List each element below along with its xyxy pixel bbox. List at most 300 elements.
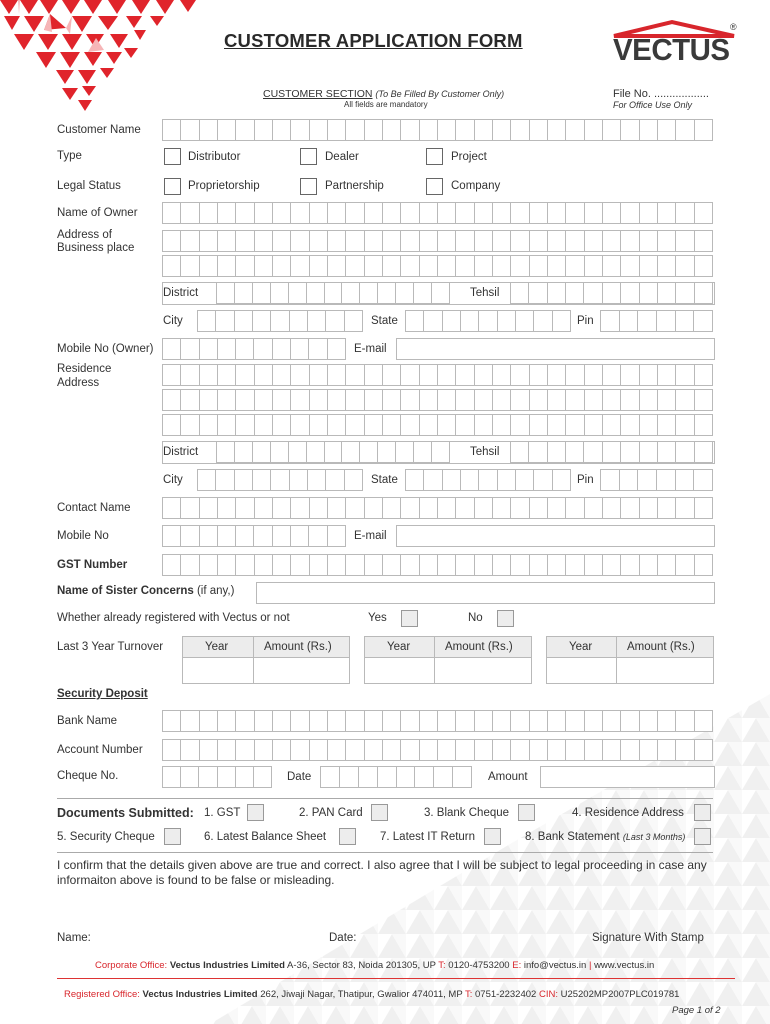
input-cell[interactable] <box>215 310 233 332</box>
input-cell[interactable] <box>272 554 290 576</box>
input-cell[interactable] <box>309 710 327 732</box>
input-cell[interactable] <box>272 202 290 224</box>
input-cell[interactable] <box>272 710 290 732</box>
input-cell[interactable] <box>290 255 308 277</box>
input-cell[interactable] <box>307 310 325 332</box>
input-cell[interactable] <box>552 469 571 491</box>
input-cell[interactable] <box>694 202 713 224</box>
input-cell[interactable] <box>694 389 713 411</box>
input-cell[interactable] <box>533 469 551 491</box>
input-cell[interactable] <box>341 441 359 463</box>
input-cell[interactable] <box>217 766 235 788</box>
input-cell[interactable] <box>364 497 382 519</box>
input-cell[interactable] <box>442 469 460 491</box>
input-cell[interactable] <box>492 119 510 141</box>
input-cell[interactable] <box>288 282 306 304</box>
residence-address-line-3[interactable] <box>162 414 713 436</box>
input-cell[interactable] <box>639 364 657 386</box>
input-cell[interactable] <box>584 119 602 141</box>
input-cell[interactable] <box>693 310 713 332</box>
input-cell[interactable] <box>547 389 565 411</box>
input-cell[interactable] <box>252 310 270 332</box>
input-cell[interactable] <box>455 255 473 277</box>
input-cell[interactable] <box>377 282 395 304</box>
input-cell[interactable] <box>382 710 400 732</box>
input-cell[interactable] <box>602 739 620 761</box>
input-cell[interactable] <box>359 282 377 304</box>
input-cell[interactable] <box>694 710 713 732</box>
business-address-line-2[interactable] <box>162 255 713 277</box>
input-cell[interactable] <box>639 497 657 519</box>
input-cell[interactable] <box>565 119 583 141</box>
input-cell[interactable] <box>492 389 510 411</box>
input-cell[interactable] <box>254 119 272 141</box>
input-cell[interactable] <box>217 554 235 576</box>
input-cell[interactable] <box>327 525 346 547</box>
input-cell[interactable] <box>180 525 198 547</box>
residence-address-line-1[interactable] <box>162 364 713 386</box>
input-cell[interactable] <box>639 230 657 252</box>
input-cell[interactable] <box>675 414 693 436</box>
input-cell[interactable] <box>442 310 460 332</box>
residence-address-line-2[interactable] <box>162 389 713 411</box>
input-cell[interactable] <box>547 282 565 304</box>
input-cell[interactable] <box>547 364 565 386</box>
input-cell[interactable] <box>306 282 324 304</box>
input-cell[interactable] <box>474 202 492 224</box>
input-cell[interactable] <box>358 766 377 788</box>
input-cell[interactable] <box>492 230 510 252</box>
input-cell[interactable] <box>675 119 693 141</box>
input-cell[interactable] <box>345 230 363 252</box>
input-cell[interactable] <box>327 119 345 141</box>
input-cell[interactable] <box>414 766 433 788</box>
input-cell[interactable] <box>413 441 431 463</box>
input-cell[interactable] <box>675 554 693 576</box>
input-cell[interactable] <box>345 554 363 576</box>
input-cell[interactable] <box>272 230 290 252</box>
input-cell[interactable] <box>474 710 492 732</box>
input-cell[interactable] <box>400 497 418 519</box>
input-cell[interactable] <box>308 338 326 360</box>
input-cell[interactable] <box>497 469 515 491</box>
input-cell[interactable] <box>455 230 473 252</box>
input-cell[interactable] <box>162 414 180 436</box>
input-cell[interactable] <box>254 554 272 576</box>
input-cell[interactable] <box>309 364 327 386</box>
input-cell[interactable] <box>307 469 325 491</box>
input-cell[interactable] <box>364 364 382 386</box>
input-cell[interactable] <box>565 554 583 576</box>
input-cell[interactable] <box>547 554 565 576</box>
input-cell[interactable] <box>217 364 235 386</box>
input-cell[interactable] <box>254 739 272 761</box>
input-cell[interactable] <box>547 202 565 224</box>
input-cell[interactable] <box>510 255 528 277</box>
input-cell[interactable] <box>584 255 602 277</box>
input-cell[interactable] <box>215 469 233 491</box>
input-cell[interactable] <box>327 364 345 386</box>
input-cell[interactable] <box>217 119 235 141</box>
input-cell[interactable] <box>620 414 638 436</box>
input-cell[interactable] <box>197 469 215 491</box>
business-city-grid[interactable] <box>197 310 363 332</box>
input-cell[interactable] <box>272 119 290 141</box>
input-cell[interactable] <box>547 497 565 519</box>
input-cell[interactable] <box>345 710 363 732</box>
input-cell[interactable] <box>584 364 602 386</box>
input-cell[interactable] <box>419 389 437 411</box>
input-cell[interactable] <box>235 338 253 360</box>
input-cell[interactable] <box>254 414 272 436</box>
input-cell[interactable] <box>400 255 418 277</box>
input-cell[interactable] <box>180 255 198 277</box>
input-cell[interactable] <box>180 739 198 761</box>
residence-state-grid[interactable] <box>405 469 571 491</box>
input-cell[interactable] <box>327 389 345 411</box>
input-cell[interactable] <box>199 202 217 224</box>
input-cell[interactable] <box>234 469 252 491</box>
input-cell[interactable] <box>327 554 345 576</box>
input-cell[interactable] <box>345 202 363 224</box>
input-cell[interactable] <box>602 364 620 386</box>
input-cell[interactable] <box>162 554 180 576</box>
input-cell[interactable] <box>547 414 565 436</box>
input-cell[interactable] <box>584 230 602 252</box>
cheque-no-field[interactable] <box>162 766 272 788</box>
input-cell[interactable] <box>492 554 510 576</box>
input-cell[interactable] <box>675 441 693 463</box>
input-cell[interactable] <box>510 739 528 761</box>
input-cell[interactable] <box>254 230 272 252</box>
input-cell[interactable] <box>657 554 675 576</box>
input-cell[interactable] <box>199 338 217 360</box>
input-cell[interactable] <box>675 497 693 519</box>
input-cell[interactable] <box>382 389 400 411</box>
input-cell[interactable] <box>419 364 437 386</box>
input-cell[interactable] <box>547 739 565 761</box>
input-cell[interactable] <box>217 202 235 224</box>
account-number-field[interactable] <box>162 739 713 761</box>
doc-balance-sheet-checkbox[interactable] <box>339 828 356 845</box>
input-cell[interactable] <box>510 230 528 252</box>
input-cell[interactable] <box>364 414 382 436</box>
input-cell[interactable] <box>400 119 418 141</box>
input-cell[interactable] <box>217 338 235 360</box>
input-cell[interactable] <box>419 554 437 576</box>
input-cell[interactable] <box>235 389 253 411</box>
input-cell[interactable] <box>235 739 253 761</box>
input-cell[interactable] <box>455 497 473 519</box>
mobile-field[interactable] <box>162 525 346 547</box>
input-cell[interactable] <box>565 710 583 732</box>
input-cell[interactable] <box>510 554 528 576</box>
input-cell[interactable] <box>327 230 345 252</box>
input-cell[interactable] <box>339 766 358 788</box>
input-cell[interactable] <box>657 739 675 761</box>
input-cell[interactable] <box>639 739 657 761</box>
input-cell[interactable] <box>620 202 638 224</box>
input-cell[interactable] <box>199 230 217 252</box>
input-cell[interactable] <box>675 310 694 332</box>
input-cell[interactable] <box>199 739 217 761</box>
input-cell[interactable] <box>309 389 327 411</box>
input-cell[interactable] <box>400 739 418 761</box>
input-cell[interactable] <box>694 119 713 141</box>
input-cell[interactable] <box>272 338 290 360</box>
input-cell[interactable] <box>270 310 288 332</box>
input-cell[interactable] <box>437 364 455 386</box>
input-cell[interactable] <box>162 230 180 252</box>
input-cell[interactable] <box>657 389 675 411</box>
input-cell[interactable] <box>254 255 272 277</box>
input-cell[interactable] <box>619 310 638 332</box>
input-cell[interactable] <box>405 310 423 332</box>
input-cell[interactable] <box>364 389 382 411</box>
input-cell[interactable] <box>252 441 270 463</box>
input-cell[interactable] <box>455 739 473 761</box>
input-cell[interactable] <box>602 202 620 224</box>
input-cell[interactable] <box>510 364 528 386</box>
input-cell[interactable] <box>253 338 271 360</box>
input-cell[interactable] <box>694 441 713 463</box>
input-cell[interactable] <box>452 766 472 788</box>
input-cell[interactable] <box>382 739 400 761</box>
input-cell[interactable] <box>345 119 363 141</box>
input-cell[interactable] <box>602 497 620 519</box>
input-cell[interactable] <box>693 469 713 491</box>
input-cell[interactable] <box>515 469 533 491</box>
doc-security-cheque-checkbox[interactable] <box>164 828 181 845</box>
input-cell[interactable] <box>345 739 363 761</box>
input-cell[interactable] <box>529 497 547 519</box>
input-cell[interactable] <box>528 441 546 463</box>
input-cell[interactable] <box>327 710 345 732</box>
business-state-grid[interactable] <box>405 310 571 332</box>
input-cell[interactable] <box>235 364 253 386</box>
doc-it-return-checkbox[interactable] <box>484 828 501 845</box>
input-cell[interactable] <box>565 364 583 386</box>
input-cell[interactable] <box>345 389 363 411</box>
input-cell[interactable] <box>419 119 437 141</box>
input-cell[interactable] <box>423 469 441 491</box>
input-cell[interactable] <box>272 525 290 547</box>
input-cell[interactable] <box>272 364 290 386</box>
input-cell[interactable] <box>290 230 308 252</box>
input-cell[interactable] <box>437 554 455 576</box>
input-cell[interactable] <box>602 255 620 277</box>
input-cell[interactable] <box>423 310 441 332</box>
input-cell[interactable] <box>199 710 217 732</box>
input-cell[interactable] <box>619 469 638 491</box>
input-cell[interactable] <box>290 364 308 386</box>
input-cell[interactable] <box>657 230 675 252</box>
input-cell[interactable] <box>620 710 638 732</box>
input-cell[interactable] <box>364 710 382 732</box>
input-cell[interactable] <box>565 282 583 304</box>
input-cell[interactable] <box>199 554 217 576</box>
input-cell[interactable] <box>694 230 713 252</box>
input-cell[interactable] <box>377 441 395 463</box>
input-cell[interactable] <box>602 230 620 252</box>
input-cell[interactable] <box>584 739 602 761</box>
input-cell[interactable] <box>620 282 638 304</box>
input-cell[interactable] <box>306 441 324 463</box>
customer-name-field[interactable] <box>162 119 713 141</box>
input-cell[interactable] <box>437 710 455 732</box>
input-cell[interactable] <box>198 766 216 788</box>
input-cell[interactable] <box>309 739 327 761</box>
input-cell[interactable] <box>253 525 271 547</box>
input-cell[interactable] <box>180 389 198 411</box>
input-cell[interactable] <box>419 414 437 436</box>
input-cell[interactable] <box>620 739 638 761</box>
input-cell[interactable] <box>395 282 413 304</box>
input-cell[interactable] <box>290 497 308 519</box>
input-cell[interactable] <box>400 554 418 576</box>
input-cell[interactable] <box>217 710 235 732</box>
input-cell[interactable] <box>419 497 437 519</box>
input-cell[interactable] <box>565 202 583 224</box>
input-cell[interactable] <box>162 497 180 519</box>
input-cell[interactable] <box>675 202 693 224</box>
input-cell[interactable] <box>309 255 327 277</box>
input-cell[interactable] <box>162 389 180 411</box>
input-cell[interactable] <box>327 739 345 761</box>
input-cell[interactable] <box>675 230 693 252</box>
input-cell[interactable] <box>694 554 713 576</box>
input-cell[interactable] <box>400 389 418 411</box>
input-cell[interactable] <box>529 414 547 436</box>
input-cell[interactable] <box>395 441 413 463</box>
company-checkbox[interactable] <box>426 178 443 195</box>
input-cell[interactable] <box>431 441 450 463</box>
input-cell[interactable] <box>529 230 547 252</box>
input-cell[interactable] <box>272 389 290 411</box>
input-cell[interactable] <box>639 710 657 732</box>
input-cell[interactable] <box>675 282 693 304</box>
input-cell[interactable] <box>460 469 478 491</box>
input-cell[interactable] <box>235 497 253 519</box>
input-cell[interactable] <box>460 310 478 332</box>
input-cell[interactable] <box>234 441 252 463</box>
residence-pin-grid[interactable] <box>600 469 713 491</box>
input-cell[interactable] <box>254 202 272 224</box>
input-cell[interactable] <box>180 230 198 252</box>
input-cell[interactable] <box>657 710 675 732</box>
no-checkbox[interactable] <box>497 610 514 627</box>
input-cell[interactable] <box>675 255 693 277</box>
input-cell[interactable] <box>290 414 308 436</box>
input-cell[interactable] <box>327 414 345 436</box>
input-cell[interactable] <box>657 119 675 141</box>
input-cell[interactable] <box>565 497 583 519</box>
business-district-grid[interactable] <box>216 282 450 304</box>
mobile-owner-field[interactable] <box>162 338 346 360</box>
input-cell[interactable] <box>290 389 308 411</box>
residence-district-grid[interactable] <box>216 441 450 463</box>
doc-blank-cheque-checkbox[interactable] <box>518 804 535 821</box>
input-cell[interactable] <box>584 497 602 519</box>
doc-bank-statement-checkbox[interactable] <box>694 828 711 845</box>
input-cell[interactable] <box>533 310 551 332</box>
input-cell[interactable] <box>199 414 217 436</box>
input-cell[interactable] <box>217 497 235 519</box>
input-cell[interactable] <box>474 414 492 436</box>
input-cell[interactable] <box>235 554 253 576</box>
input-cell[interactable] <box>657 202 675 224</box>
gst-number-field[interactable] <box>162 554 713 576</box>
input-cell[interactable] <box>320 766 339 788</box>
input-cell[interactable] <box>510 414 528 436</box>
input-cell[interactable] <box>656 469 675 491</box>
input-cell[interactable] <box>620 255 638 277</box>
input-cell[interactable] <box>492 414 510 436</box>
input-cell[interactable] <box>565 414 583 436</box>
email-owner-field[interactable] <box>396 338 715 360</box>
input-cell[interactable] <box>602 389 620 411</box>
input-cell[interactable] <box>382 255 400 277</box>
input-cell[interactable] <box>602 710 620 732</box>
input-cell[interactable] <box>199 119 217 141</box>
input-cell[interactable] <box>162 202 180 224</box>
input-cell[interactable] <box>419 202 437 224</box>
input-cell[interactable] <box>639 119 657 141</box>
input-cell[interactable] <box>400 364 418 386</box>
input-cell[interactable] <box>162 710 180 732</box>
input-cell[interactable] <box>620 497 638 519</box>
residence-city-grid[interactable] <box>197 469 363 491</box>
input-cell[interactable] <box>235 525 253 547</box>
input-cell[interactable] <box>639 389 657 411</box>
input-cell[interactable] <box>235 230 253 252</box>
input-cell[interactable] <box>270 469 288 491</box>
input-cell[interactable] <box>602 554 620 576</box>
contact-name-field[interactable] <box>162 497 713 519</box>
input-cell[interactable] <box>254 364 272 386</box>
input-cell[interactable] <box>364 202 382 224</box>
input-cell[interactable] <box>364 554 382 576</box>
cheque-date-field[interactable] <box>320 766 472 788</box>
input-cell[interactable] <box>565 389 583 411</box>
input-cell[interactable] <box>309 230 327 252</box>
input-cell[interactable] <box>694 739 713 761</box>
input-cell[interactable] <box>162 766 180 788</box>
input-cell[interactable] <box>497 310 515 332</box>
input-cell[interactable] <box>694 414 713 436</box>
input-cell[interactable] <box>309 414 327 436</box>
input-cell[interactable] <box>637 310 656 332</box>
input-cell[interactable] <box>639 282 657 304</box>
distributor-checkbox[interactable] <box>164 148 181 165</box>
input-cell[interactable] <box>199 497 217 519</box>
business-pin-grid[interactable] <box>600 310 713 332</box>
input-cell[interactable] <box>639 202 657 224</box>
input-cell[interactable] <box>382 230 400 252</box>
input-cell[interactable] <box>565 739 583 761</box>
input-cell[interactable] <box>289 469 307 491</box>
input-cell[interactable] <box>474 497 492 519</box>
input-cell[interactable] <box>419 255 437 277</box>
input-cell[interactable] <box>180 710 198 732</box>
input-cell[interactable] <box>437 230 455 252</box>
input-cell[interactable] <box>639 414 657 436</box>
input-cell[interactable] <box>455 554 473 576</box>
input-cell[interactable] <box>657 364 675 386</box>
input-cell[interactable] <box>290 554 308 576</box>
input-cell[interactable] <box>217 255 235 277</box>
input-cell[interactable] <box>327 338 346 360</box>
